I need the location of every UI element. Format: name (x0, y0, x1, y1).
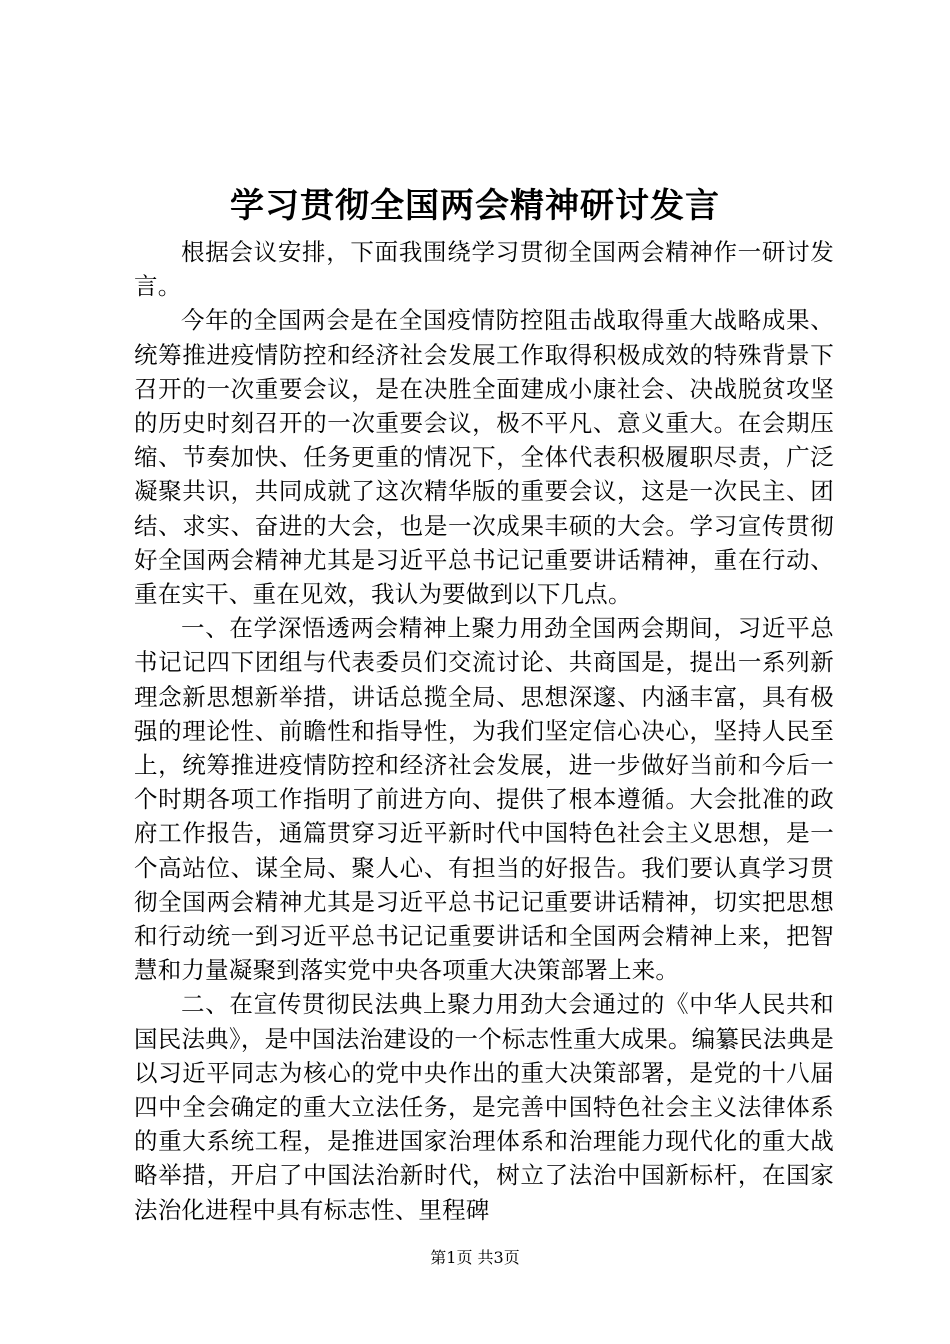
paragraph-background: 今年的全国两会是在全国疫情防控阻击战取得重大战略成果、统筹推进疫情防控和经济社会发展工作取得积极成效的特殊背景下召开的一次重要会议，是在决胜全面建成小康社会、决战脱贫攻坚的历史时刻召开的一次重要会议，极不平凡、意义重大。在会期压缩、节奏加快、任务更重的情况下，全体代表积极履职尽责，广泛凝聚共识，共同成就了这次精华版的重要会议，这是一次民主、团结、求实、奋进的大会，也是一次成果丰硕的大会。学习宣传贯彻好全国两会精神尤其是习近平总书记记重要讲话精神，重在行动、重在实干、重在见效，我认为要做到以下几点。 (134, 306, 834, 609)
page-number-footer: 第1页 共3页 (430, 1248, 520, 1267)
paragraph-point-one: 一、在学深悟透两会精神上聚力用劲全国两会期间，习近平总书记记四下团组与代表委员们交流讨论、共商国是，提出一系列新理念新思想新举措，讲话总揽全局、思想深邃、内涵丰富，具有极强的理论性、前瞻性和指导性，为我们坚定信心决心，坚持人民至上，统筹推进疫情防控和经济社会发展，进一步做好当前和今后一个时期各项工作指明了前进方向、提供了根本遵循。大会批准的政府工作报告，通篇贯穿习近平新时代中国特色社会主义思想，是一个高站位、谋全局、聚人心、有担当的好报告。我们要认真学习贯彻全国两会精神尤其是习近平总书记记重要讲话精神，切实把思想和行动统一到习近平总书记记重要讲话和全国两会精神上来，把智慧和力量凝聚到落实党中央各项重大决策部署上来。 (134, 614, 834, 985)
document-body (134, 235, 834, 1227)
document-title: 学习贯彻全国两会精神研讨发言 (230, 186, 720, 226)
paragraph-point-two: 二、在宣传贯彻民法典上聚力用劲大会通过的《中华人民共和国民法典》，是中国法治建设的一个标志性重大成果。编纂民法典是以习近平同志为核心的党中央作出的重大决策部署，是党的十八届四中全会确定的重大立法任务，是完善中国特色社会主义法律体系的重大系统工程，是推进国家治理体系和治理能力现代化的重大战略举措，开启了中国法治新时代，树立了法治中国新标杆，在国家法治化进程中具有标志性、里程碑 (134, 990, 834, 1224)
paragraph-intro: 根据会议安排，下面我围绕学习贯彻全国两会精神作一研讨发言。 (134, 238, 834, 301)
